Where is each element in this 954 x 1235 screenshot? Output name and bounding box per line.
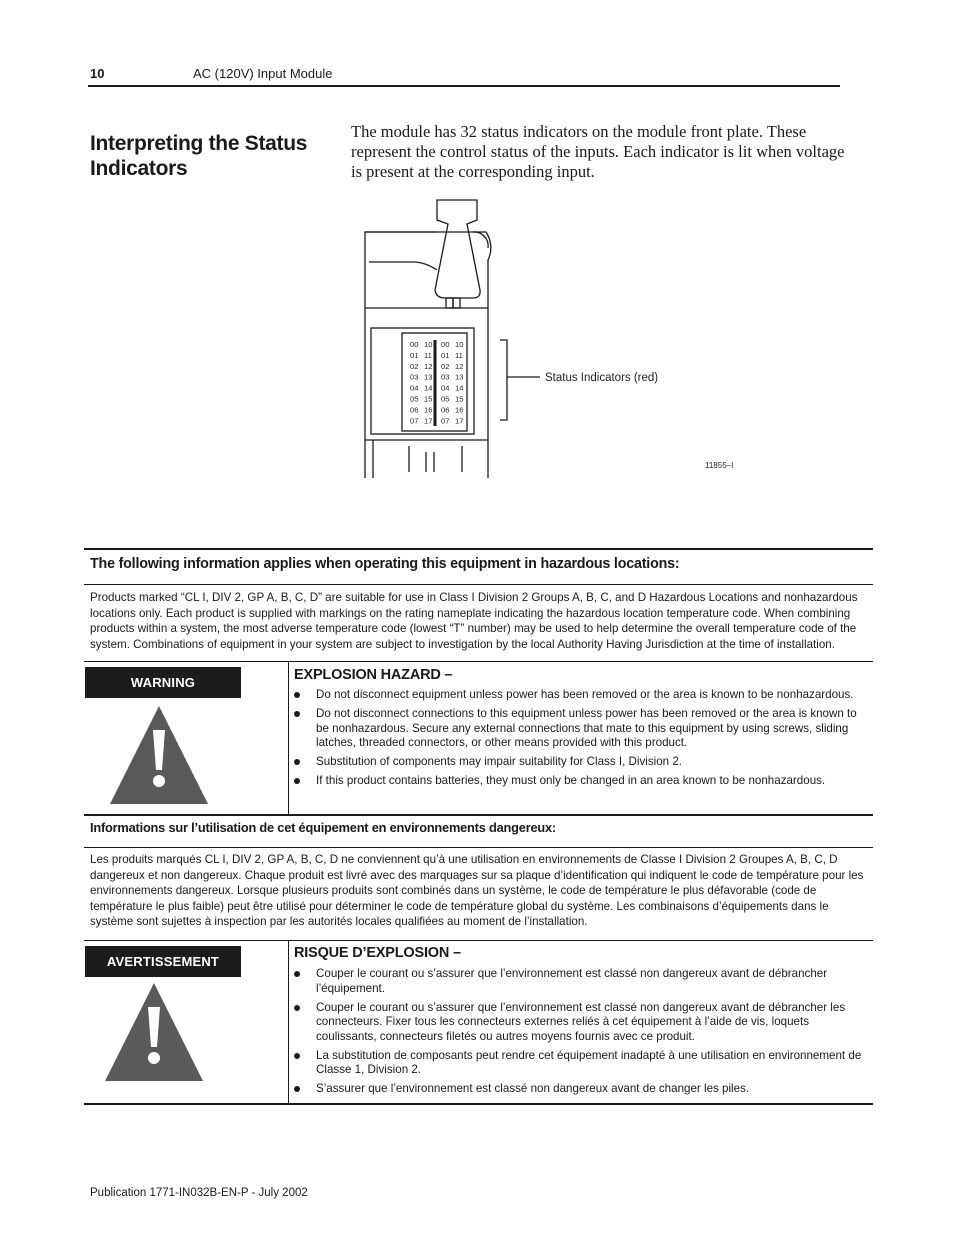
hazard-top-rule bbox=[84, 548, 873, 550]
led-label: 02 bbox=[441, 361, 450, 371]
hazard-heading: The following information applies when operating this equipment in hazardous locations: bbox=[90, 556, 680, 572]
bullet-text: S’assurer que l’environnement est classé non dangereux avant de changer les piles. bbox=[316, 1082, 750, 1095]
bullet-icon bbox=[294, 1086, 300, 1092]
led-label: 04 bbox=[410, 383, 419, 393]
led-label: 06 bbox=[410, 405, 419, 415]
divider bbox=[84, 847, 873, 848]
bullet-icon bbox=[294, 1005, 300, 1011]
led-label: 07 bbox=[441, 416, 450, 426]
bullet-text: Do not disconnect connections to this equipment unless power has been removed or the area is known to be nonhazardous. Secure any external connections that mate to this equipment by using screws, sliding latches, threaded connectors, or other means provided with this product. bbox=[316, 707, 857, 749]
ejector-handle bbox=[435, 200, 480, 298]
led-label: 04 bbox=[441, 383, 450, 393]
bullet-text: Couper le courant ou s’assurer que l’environnement est classé non dangereux avant de débrancher l’équipement. bbox=[316, 967, 828, 995]
led-label: 17 bbox=[455, 416, 464, 426]
led-label: 14 bbox=[455, 383, 464, 393]
divider bbox=[84, 1103, 873, 1105]
bullet-icon bbox=[294, 778, 300, 784]
module-diagram bbox=[355, 190, 775, 490]
bullet-text: La substitution de composants peut rendre cet équipement inadapté à une utilisation en environnement de Classe 1, Division 2. bbox=[316, 1048, 862, 1076]
led-label: 13 bbox=[424, 372, 433, 382]
column-divider bbox=[288, 662, 289, 814]
led-label: 10 bbox=[424, 340, 433, 349]
intro-paragraph: The module has 32 status indicators on the module front plate. These represent the control status of the inputs. Each indicator is lit when voltage is present at the corresponding input. bbox=[351, 122, 845, 181]
header-rule bbox=[88, 85, 840, 87]
led-label: 06 bbox=[441, 405, 450, 415]
divider bbox=[84, 814, 873, 816]
running-title: AC (120V) Input Module bbox=[193, 66, 333, 81]
bullet-text: Substitution of components may impair suitability for Class I, Division 2. bbox=[316, 755, 682, 768]
hazard-paragraph-fr: Les produits marqués CL I, DIV 2, GP A, B, C, D ne conviennent qu’à une utilisation en environnements de Classe I Division 2 Groupes A, B, C, D dangereux et non dangereux. Chaque produit est livré avec des marquages sur sa plaque d’identification qui indiquent le code de température pour les environnements dangereux. Lorsque plusieurs produits sont combinés dans un système, le code de température le plus défavorable (code de température le plus faible) peut être utilisé pour déterminer le code de température global du système. Les combinaisons d’équipements dans le système sont sujettes à inspection par les autorités locales qualifiées au moment de l’installation. bbox=[90, 853, 864, 928]
list-item bbox=[294, 688, 866, 703]
led-label: 17 bbox=[424, 416, 433, 426]
led-label: 16 bbox=[424, 405, 433, 415]
section-title: Interpreting the Status Indicators bbox=[90, 132, 308, 180]
list-item bbox=[294, 1049, 866, 1078]
led-label: 03 bbox=[410, 372, 419, 382]
led-label: 15 bbox=[424, 394, 433, 404]
page-number: 10 bbox=[90, 66, 105, 81]
callout-label: Status Indicators (red) bbox=[545, 372, 659, 384]
avertissement-bullet-list bbox=[294, 967, 866, 1101]
led-label: 00 bbox=[410, 340, 419, 349]
led-label: 13 bbox=[455, 372, 464, 382]
list-item bbox=[294, 1082, 866, 1097]
bullet-icon bbox=[294, 971, 300, 977]
bullet-icon bbox=[294, 711, 300, 717]
bullet-icon bbox=[294, 692, 300, 698]
led-label: 01 bbox=[410, 350, 419, 360]
led-label: 01 bbox=[441, 350, 450, 360]
divider bbox=[84, 661, 873, 662]
bullet-icon bbox=[294, 759, 300, 765]
led-label: 12 bbox=[424, 361, 433, 371]
bullet-icon bbox=[294, 1053, 300, 1059]
hazard-paragraph: Products marked “CL I, DIV 2, GP A, B, C, D” are suitable for use in Class I Division 2 Groups A, B, C, and D Hazardous Locations and nonhazardous locations only. Each product is supplied with markings on the rating nameplate indicating the hazardous location temperature code. When combining products within a system, the most adverse temperature code (lowest “T” number) may be used to help determine the overall temperature code of the system. Combinations of equipment in your system are subject to investigation by the local Authority Having Jurisdiction at the time of installation. bbox=[90, 591, 858, 651]
list-item bbox=[294, 774, 866, 789]
list-item bbox=[294, 755, 866, 770]
publication-footer: Publication 1771-IN032B-EN-P - July 2002 bbox=[90, 1187, 308, 1199]
led-label: 05 bbox=[441, 394, 450, 404]
warning-triangle-icon bbox=[108, 704, 210, 806]
warning-bullet-list bbox=[294, 688, 866, 793]
led-label: 02 bbox=[410, 361, 419, 371]
bullet-text: If this product contains batteries, they must only be changed in an area known to be nonhazardous. bbox=[316, 774, 826, 787]
led-label: 10 bbox=[455, 340, 464, 349]
led-label: 11 bbox=[455, 350, 463, 360]
figure-id: 11855–I bbox=[705, 461, 734, 470]
list-item bbox=[294, 1001, 866, 1045]
led-label: 16 bbox=[455, 405, 464, 415]
led-label: 05 bbox=[410, 394, 419, 404]
bullet-text: Couper le courant ou s’assurer que l’environnement est classé non dangereux avant de débrancher les connecteurs. Fixer tous les connecteurs externes reliés à cet équipement à l’aide de vis, loquets coulissants, connecteurs filetés ou autres moyens fournis avec ce produit. bbox=[316, 1000, 846, 1043]
led-label: 12 bbox=[455, 361, 464, 371]
led-label: 00 bbox=[441, 340, 450, 349]
explosion-hazard-title: EXPLOSION HAZARD – bbox=[294, 667, 453, 683]
list-item bbox=[294, 707, 866, 751]
led-labels bbox=[410, 340, 463, 425]
divider bbox=[84, 940, 873, 941]
avertissement-badge: AVERTISSEMENT bbox=[85, 946, 241, 977]
divider bbox=[84, 584, 873, 585]
led-label: 14 bbox=[424, 383, 433, 393]
column-divider bbox=[288, 941, 289, 1103]
bullet-text: Do not disconnect equipment unless power has been removed or the area is known to be nonhazardous. bbox=[316, 688, 854, 701]
warning-badge: WARNING bbox=[85, 667, 241, 698]
risque-explosion-title: RISQUE D’EXPLOSION – bbox=[294, 945, 461, 961]
list-item bbox=[294, 967, 866, 996]
led-label: 15 bbox=[455, 394, 464, 404]
led-label: 07 bbox=[410, 416, 419, 426]
callout-bracket bbox=[500, 340, 507, 420]
hazard-heading-fr: Informations sur l’utilisation de cet équipement en environnements dangereux: bbox=[90, 820, 556, 835]
warning-triangle-icon bbox=[103, 981, 205, 1083]
led-label: 11 bbox=[424, 350, 432, 360]
led-label: 03 bbox=[441, 372, 450, 382]
